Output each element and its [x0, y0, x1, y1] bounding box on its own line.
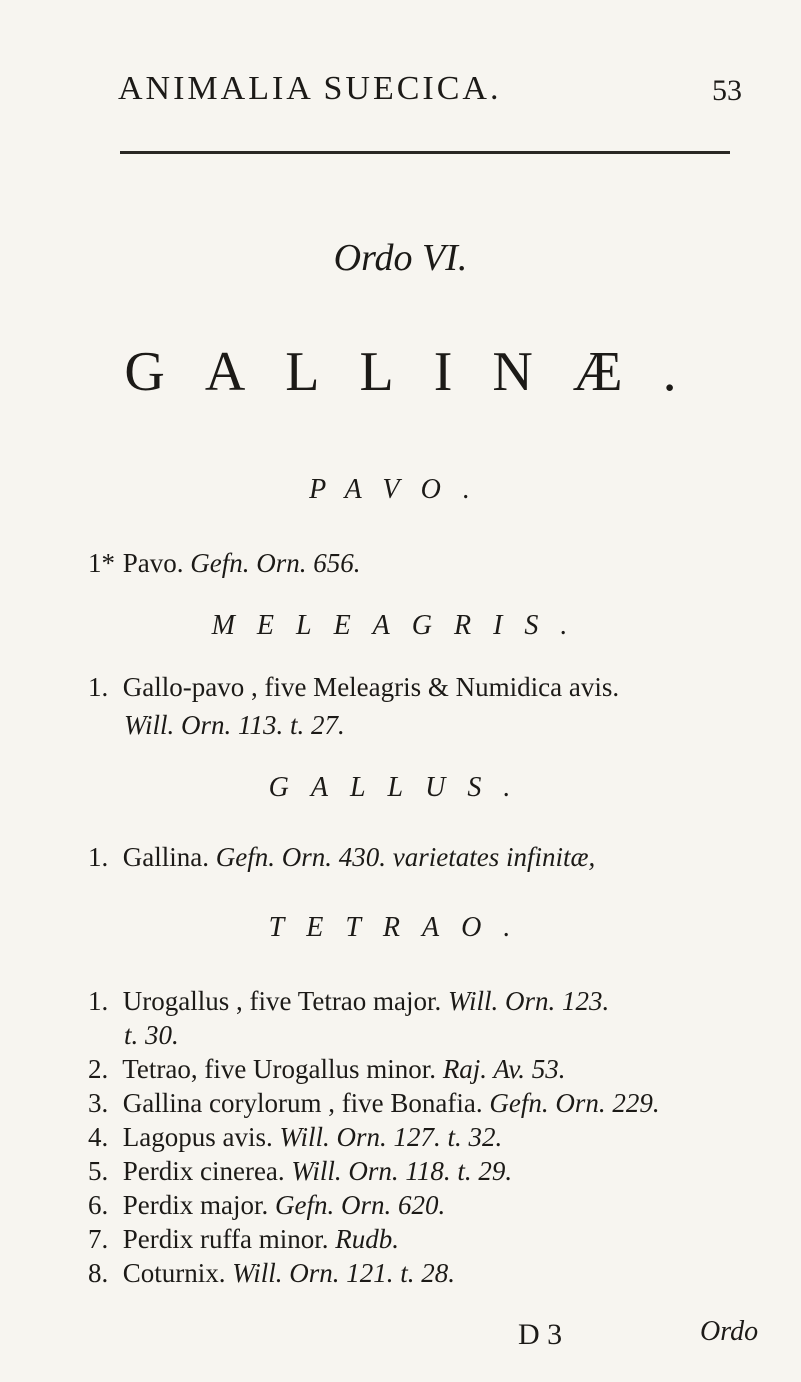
entry-reference: Rudb.	[335, 1224, 399, 1254]
entry-text: Perdix major.	[122, 1190, 269, 1220]
entry-reference: Gefn. Orn. 620.	[274, 1190, 446, 1220]
entry-number: 6.	[88, 1190, 109, 1220]
entry-meleagris-1-ref	[124, 710, 345, 741]
entry-tetrao-7	[88, 1224, 399, 1255]
entry-tetrao-1	[88, 986, 609, 1017]
entry-tetrao-1-continuation	[124, 1020, 179, 1051]
entry-reference: Will. Orn. 123.	[448, 986, 610, 1016]
entry-tetrao-3	[88, 1088, 660, 1119]
genus-heading-pavo: PAVO.	[309, 474, 492, 505]
entry-text: Perdix ruffa minor.	[122, 1224, 329, 1254]
entry-reference: t. 30.	[124, 1020, 179, 1050]
entry-text: Lagopus avis.	[122, 1122, 273, 1152]
entry-number: 1.	[88, 672, 109, 702]
entry-number: 2.	[88, 1054, 109, 1084]
entry-number: 7.	[88, 1224, 109, 1254]
entry-reference: Will. Orn. 118. t. 29.	[291, 1156, 513, 1186]
page-number: 53	[712, 74, 742, 107]
family-heading: GALLINÆ.	[124, 341, 717, 403]
entry-number: 5.	[88, 1156, 109, 1186]
entry-reference: Will. Orn. 113. t. 27.	[124, 710, 345, 740]
entry-number: 1.	[88, 842, 109, 872]
entry-reference: Will. Orn. 121. t. 28.	[232, 1258, 456, 1288]
entry-tetrao-6	[88, 1190, 445, 1221]
genus-heading-gallus: GALLUS.	[268, 772, 533, 803]
entry-text: Coturnix.	[122, 1258, 226, 1288]
entry-tetrao-4	[88, 1122, 502, 1153]
entry-text: Urogallus , five Tetrao major.	[122, 986, 442, 1016]
signature-mark: D 3	[518, 1318, 563, 1351]
running-head: ANIMALIA SUECICA.	[118, 70, 502, 107]
entry-tetrao-5	[88, 1156, 512, 1187]
entry-number: 1.	[88, 986, 109, 1016]
header-rule	[120, 151, 730, 154]
entry-tetrao-2	[88, 1054, 566, 1085]
entry-gallus-1	[88, 842, 595, 873]
entry-meleagris-1	[88, 672, 619, 703]
entry-number: 4.	[88, 1122, 109, 1152]
entry-number: 1*	[88, 548, 115, 578]
entry-pavo-1	[88, 548, 361, 579]
entry-text: Perdix cinerea.	[122, 1156, 285, 1186]
order-heading: Ordo VI.	[333, 237, 468, 279]
entry-reference: Gefn. Orn. 656.	[190, 548, 361, 578]
genus-heading-meleagris: MELEAGRIS.	[211, 610, 590, 641]
entry-text: Gallina corylorum , five Bonafia.	[122, 1088, 483, 1118]
entry-reference: Will. Orn. 127. t. 32.	[279, 1122, 503, 1152]
entry-text: Tetrao, five Urogallus minor.	[122, 1054, 437, 1084]
entry-text: Gallo-pavo , five Meleagris & Numidica avis.	[122, 672, 620, 702]
entry-reference: Gefn. Orn. 430. varietates infinitæ,	[215, 842, 596, 872]
entry-text: Pavo.	[122, 548, 184, 578]
genus-heading-tetrao: TETRAO.	[268, 912, 533, 943]
entry-reference: Gefn. Orn. 229.	[489, 1088, 660, 1118]
catchword: Ordo	[700, 1316, 759, 1347]
entry-reference: Raj. Av. 53.	[442, 1054, 566, 1084]
entry-number: 3.	[88, 1088, 109, 1118]
entry-text: Gallina.	[122, 842, 209, 872]
entry-number: 8.	[88, 1258, 109, 1288]
entry-tetrao-8	[88, 1258, 455, 1289]
